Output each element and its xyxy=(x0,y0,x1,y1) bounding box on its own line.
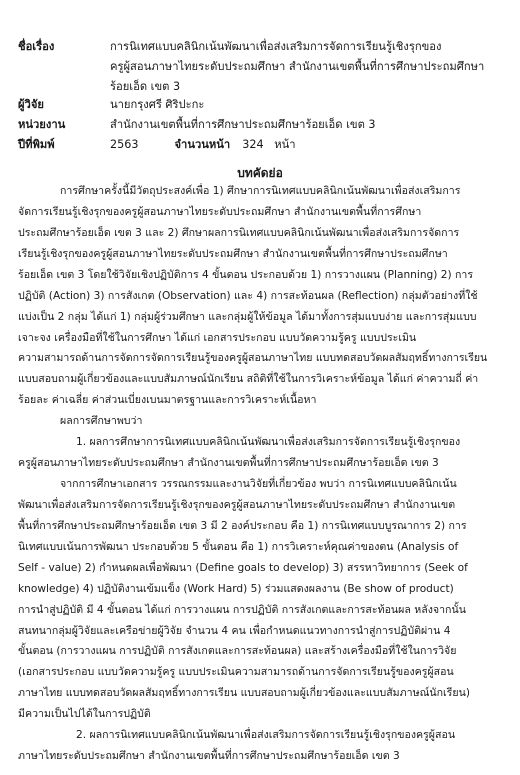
abstract-line: แบ่งเป็น 2 กลุ่ม ได้แก่ 1) กลุ่มผู้ร่วมศึกษา และกลุ่มผู้ให้ข้อมูล ได้มาทั้งการสุ่มแบบง่าย และการสุ่มแบบ xyxy=(18,310,477,323)
abstract-line: ประถมศึกษาร้อยเอ็ด เขต 3 และ 2) ศึกษาผลการนิเทศแบบคลินิกเน้นพัฒนาเพื่อส่งเสริมการจัดการ xyxy=(18,226,460,239)
pages-unit: หน้า xyxy=(274,138,296,151)
abstract-line: ขั้นตอน (การวางแผน การปฏิบัติ การสังเกตและการสะท้อนผล) และสร้างเครื่องมือที่ใช้ในการวิจัย xyxy=(18,645,457,658)
researcher-value: นายกรุงศรี ศิริปะกะ xyxy=(110,98,205,111)
agency-value: สำนักงานเขตพื้นที่การศึกษาประถมศึกษาร้อยเอ็ด เขต 3 xyxy=(110,118,376,131)
researcher-label: ผู้วิจัย xyxy=(18,98,44,111)
abstract-line: ความสามารถด้านการจัดการจัดการเรียนรู้ของครูผู้สอนภาษาไทย แบบทดสอบวัดผลสัมฤทธิ์ทางการเรียน xyxy=(18,352,488,365)
abstract-line: มีความเป็นไปได้ในการปฏิบัติ xyxy=(18,708,151,721)
agency-label: หน่วยงาน xyxy=(18,118,66,131)
title-line: การนิเทศแบบคลินิกเน้นพัฒนาเพื่อส่งเสริมการจัดการเรียนรู้เชิงรุกของ xyxy=(110,40,442,53)
abstract-line: จัดการเรียนรู้เชิงรุกของครูผู้สอนภาษาไทยระดับประถมศึกษา สำนักงานเขตพื้นที่การศึกษา xyxy=(18,205,422,218)
year-pages-value xyxy=(110,135,296,155)
pages-value: 324 xyxy=(242,138,264,151)
abstract-line: ร้อยเอ็ด เขต 3 โดยใช้วิจัยเชิงปฏิบัติการ 4 ขั้นตอน ประกอบด้วย 1) การวางแผน (Planning) 2) การ xyxy=(18,268,474,281)
abstract-line: จากการศึกษาเอกสาร วรรณกรรมและงานวิจัยที่เกี่ยวข้อง พบว่า การนิเทศแบบคลินิกเน้น xyxy=(60,478,457,490)
abstract-line: พัฒนาเพื่อส่งเสริมการจัดการเรียนรู้เชิงรุกของครูผู้สอนภาษาไทยระดับประถมศึกษา สำนักงานเขต xyxy=(18,498,456,511)
abstract-line: เรียนรู้เชิงรุกของครูผู้สอนภาษาไทยระดับประถมศึกษา สำนักงานเขตพื้นที่การศึกษาประถมศึกษา xyxy=(18,247,448,260)
pages-label: จำนวนหน้า xyxy=(174,138,231,151)
abstract-line: นิเทศแบบเน้นการพัฒนา ประกอบด้วย 5 ขั้นตอน คือ 1) การวิเคราะห์คุณค่าของตน (Analysis of xyxy=(18,540,459,553)
year-label: ปีที่พิมพ์ xyxy=(18,138,55,151)
abstract-heading: บทคัดย่อ xyxy=(237,166,283,180)
title-line: ครูผู้สอนภาษาไทยระดับประถมศึกษา สำนักงานเขตพื้นที่การศึกษาประถมศึกษา xyxy=(110,60,485,73)
abstract-line: Self - value) 2) กำหนดผลเพื่อพัฒนา (Define goals to develop) 3) สรรหาวิทยาการ (Seek of xyxy=(18,561,468,574)
abstract-line: ภาษาไทย แบบทดสอบวัดผลสัมฤทธิ์ทางการเรียน แบบสอบถามผู้เกี่ยวข้องและแบบสัมภาษณ์นักเรียน) xyxy=(18,687,470,700)
abstract-line: ภาษาไทยระดับประถมศึกษา สำนักงานเขตพื้นที่การศึกษาประถมศึกษาร้อยเอ็ด เขต 3 xyxy=(18,750,400,763)
abstract-line: ร้อยละ ค่าเฉลี่ย ค่าส่วนเบี่ยงเบนมาตรฐานและการวิเคราะห์เนื้อหา xyxy=(18,394,317,407)
abstract-line: 1. ผลการศึกษาการนิเทศแบบคลินิกเน้นพัฒนาเพื่อส่งเสริมการจัดการเรียนรู้เชิงรุกของ xyxy=(76,436,461,449)
title-value xyxy=(110,37,484,97)
abstract-line: 2. ผลการนิเทศแบบคลินิกเน้นพัฒนาเพื่อส่งเสริมการจัดการเรียนรู้เชิงรุกของครูผู้สอน xyxy=(76,729,456,742)
abstract-line: ครูผู้สอนภาษาไทยระดับประถมศึกษา สำนักงานเขตพื้นที่การศึกษาประถมศึกษาร้อยเอ็ด เขต 3 xyxy=(18,457,439,470)
abstract-line: เจาะจง เครื่องมือที่ใช้ในการศึกษา ได้แก่ เอกสารประกอบ แบบวัดความรู้ครู แบบประเมิน xyxy=(18,331,417,344)
abstract-line: ปฏิบัติ (Action) 3) การสังเกต (Observation) และ 4) การสะท้อนผล (Reflection) กลุ่มตัวอย่างที่ใช้ xyxy=(18,289,478,302)
title-line: ร้อยเอ็ด เขต 3 xyxy=(110,80,181,93)
abstract-line: การนำสู่ปฏิบัติ มี 4 ขั้นตอน ได้แก่ การวางแผน การปฏิบัติ การสังเกตและการสะท้อนผล หลังจากนั้น xyxy=(18,603,466,616)
findings-heading: ผลการศึกษาพบว่า xyxy=(60,415,143,428)
year-value: 2563 xyxy=(110,138,139,151)
title-label: ชื่อเรื่อง xyxy=(18,40,55,53)
abstract-line: knowledge) 4) ปฏิบัติงานเข้มแข็ง (Work Hard) 5) ร่วมแสดงผลงาน (Be show of product) xyxy=(18,582,454,595)
abstract-line: สนทนากลุ่มผู้วิจัยและเครือข่ายผู้วิจัย จำนวน 4 คน เพื่อกำหนดแนวทางการนำสู่การปฏิบัติผ่าน 4 xyxy=(18,624,451,637)
abstract-line: การศึกษาครั้งนี้มีวัตถุประสงค์เพื่อ 1) ศึกษาการนิเทศแบบคลินิกเน้นพัฒนาเพื่อส่งเสริมการ xyxy=(60,185,461,197)
abstract-line: พื้นที่การศึกษาประถมศึกษาร้อยเอ็ด เขต 3 มี 2 องค์ประกอบ คือ 1) การนิเทศแบบบูรณาการ 2) การ xyxy=(18,519,467,532)
abstract-line: แบบสอบถามผู้เกี่ยวข้องและแบบสัมภาษณ์นักเรียน สถิติที่ใช้ในการวิเคราะห์ข้อมูล ได้แก่ ค่าความถี่ ค่า xyxy=(18,373,479,386)
abstract-line: (เอกสารประกอบ แบบวัดความรู้ครู แบบประเมินความสามารถด้านการจัดการเรียนรู้ของครูผู้สอน xyxy=(18,666,454,679)
